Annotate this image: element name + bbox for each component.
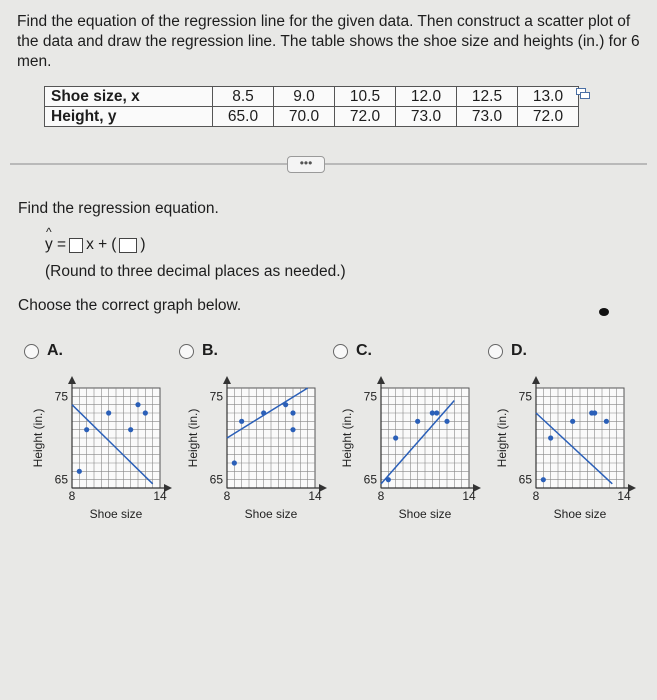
- data-table: [44, 86, 579, 127]
- y-axis-arrow: [377, 376, 385, 384]
- row-label-x: Shoe size, x: [45, 87, 213, 107]
- yhat-label: ^ y =: [45, 236, 66, 254]
- radio-b[interactable]: [179, 344, 194, 359]
- radio-a[interactable]: [24, 344, 39, 359]
- y-axis-arrow: [68, 376, 76, 384]
- x-axis-title: Shoe size: [89, 507, 143, 521]
- option-d[interactable]: [488, 342, 527, 360]
- data-point: [77, 469, 82, 474]
- table-cell: 10.5: [335, 87, 396, 107]
- option-b[interactable]: [179, 342, 218, 360]
- y-tick-label: 65: [363, 472, 377, 487]
- y-tick-label: 75: [209, 389, 223, 404]
- y-tick-label: 75: [363, 389, 377, 404]
- y-tick-label: 65: [209, 472, 223, 487]
- data-point: [290, 427, 295, 432]
- graph-b: [179, 368, 334, 528]
- slope-input[interactable]: [69, 238, 83, 253]
- y-tick-label: 75: [54, 389, 68, 404]
- table-cell: 12.0: [396, 87, 457, 107]
- table-cell: 13.0: [518, 87, 579, 107]
- data-point: [444, 419, 449, 424]
- data-point: [434, 410, 439, 415]
- data-point: [386, 477, 391, 482]
- copy-icon[interactable]: [576, 88, 590, 99]
- data-point: [604, 419, 609, 424]
- data-point: [592, 410, 597, 415]
- data-point: [415, 419, 420, 424]
- data-point: [393, 435, 398, 440]
- data-point: [239, 419, 244, 424]
- x-tick-label: 14: [308, 489, 322, 503]
- table-cell: 73.0: [396, 107, 457, 127]
- data-point: [541, 477, 546, 482]
- data-point: [570, 419, 575, 424]
- option-c[interactable]: [333, 342, 372, 360]
- table-cell: 73.0: [457, 107, 518, 127]
- table-cell: 12.5: [457, 87, 518, 107]
- row-label-y: Height, y: [45, 107, 213, 127]
- y-axis-title: Height (in.): [186, 408, 200, 468]
- y-axis-arrow: [532, 376, 540, 384]
- option-label: D.: [511, 342, 527, 359]
- option-label: B.: [202, 342, 218, 359]
- table-cell: 9.0: [274, 87, 335, 107]
- table-row: [45, 87, 579, 107]
- y-axis-title: Height (in.): [31, 408, 45, 468]
- x-tick-label: 8: [223, 489, 231, 503]
- cursor-dot: [599, 308, 609, 316]
- radio-d[interactable]: [488, 344, 503, 359]
- data-point: [232, 460, 237, 465]
- y-tick-label: 65: [54, 472, 68, 487]
- x-tick-label: 14: [153, 489, 167, 503]
- y-axis-title: Height (in.): [495, 408, 509, 468]
- y-tick-label: 75: [518, 389, 532, 404]
- table-row: [45, 107, 579, 127]
- y-axis-arrow: [223, 376, 231, 384]
- option-a[interactable]: [24, 342, 63, 360]
- graph-prompt: Choose the correct graph below.: [18, 297, 242, 314]
- x-tick-label: 14: [462, 489, 476, 503]
- section-divider: [10, 163, 647, 165]
- graph-a: [24, 368, 179, 528]
- data-point: [548, 435, 553, 440]
- question-text: Find the equation of the regression line for the given data. Then construct a scatter plot of the data and draw the regression line. The table shows the shoe size and heights (in.) for 6 men.: [17, 13, 640, 70]
- x-axis-title: Shoe size: [398, 507, 452, 521]
- data-point: [283, 402, 288, 407]
- data-point: [261, 410, 266, 415]
- radio-c[interactable]: [333, 344, 348, 359]
- expand-more-button[interactable]: •••: [287, 156, 325, 173]
- table-cell: 72.0: [335, 107, 396, 127]
- table-cell: 8.5: [213, 87, 274, 107]
- x-axis-title: Shoe size: [553, 507, 607, 521]
- data-point: [135, 402, 140, 407]
- regression-prompt: Find the regression equation.: [18, 200, 219, 217]
- y-axis-title: Height (in.): [340, 408, 354, 468]
- x-tick-label: 14: [617, 489, 631, 503]
- x-axis-title: Shoe size: [244, 507, 298, 521]
- option-label: C.: [356, 342, 372, 359]
- table-cell: 65.0: [213, 107, 274, 127]
- intercept-input[interactable]: [119, 238, 137, 253]
- data-point: [290, 410, 295, 415]
- x-tick-label: 8: [68, 489, 76, 503]
- graph-c: [333, 368, 488, 528]
- option-label: A.: [47, 342, 63, 359]
- x-tick-label: 8: [532, 489, 540, 503]
- x-tick-label: 8: [377, 489, 385, 503]
- data-point: [106, 410, 111, 415]
- data-point: [84, 427, 89, 432]
- table-cell: 72.0: [518, 107, 579, 127]
- regression-equation: [45, 236, 146, 254]
- data-point: [143, 410, 148, 415]
- rounding-note: (Round to three decimal places as needed.): [45, 263, 346, 280]
- table-cell: 70.0: [274, 107, 335, 127]
- data-point: [128, 427, 133, 432]
- graph-d: [488, 368, 643, 528]
- intercept-group: ( ): [111, 236, 146, 253]
- x-plus-label: x +: [86, 236, 108, 253]
- y-tick-label: 65: [518, 472, 532, 487]
